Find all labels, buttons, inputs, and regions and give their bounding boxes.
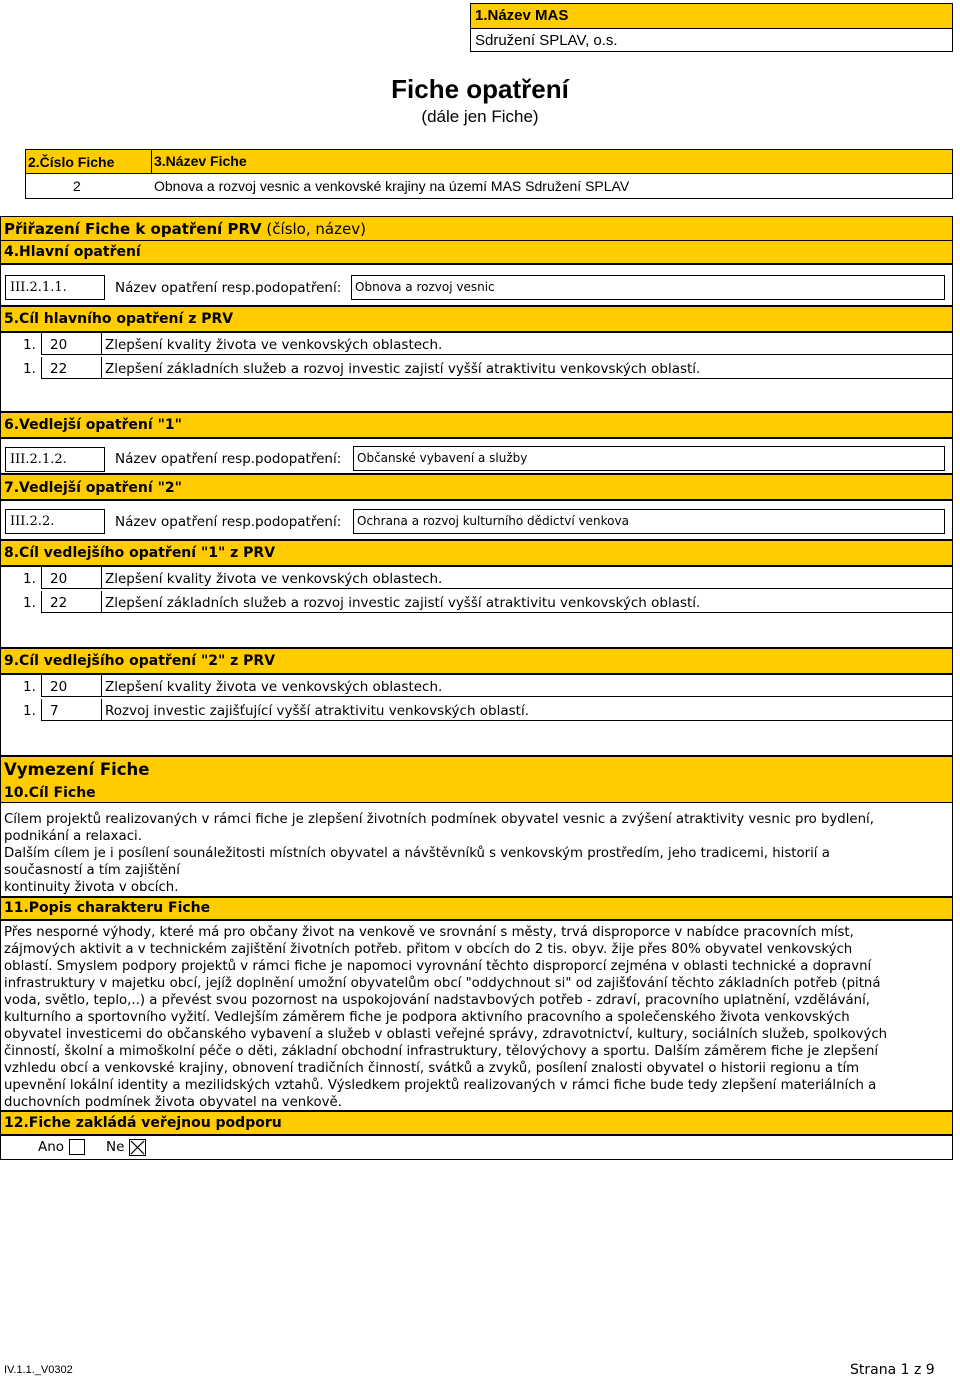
goal-text: Zlepšení základních služeb a rozvoj investic zajistí vyšší atraktivitu venkovských oblastí. <box>105 361 701 377</box>
goal-code: 7 <box>50 703 59 719</box>
goal-text: Zlepšení kvality života ve venkovských oblastech. <box>105 679 443 695</box>
goal-line: podnikání a relaxaci. <box>4 829 142 844</box>
secondary-goal1-label: 8.Cíl vedlejšího opatření "1" z PRV <box>4 545 276 561</box>
desc-line: infrastruktury v majetku obcí, jejíž doplnění umožní obyvatelům obcí "oddychnout si" od zajišťování těchto základních potřeb (pitná <box>4 976 881 991</box>
desc-line: obyvatel investicemi do občanského vybavení a služeb v oblasti veřejné správy, zdravotnictví, kultury, sociálních služeb, spolkových <box>4 1027 888 1042</box>
desc-line: zájmových aktivit a v technickém zajištění životních potřeb. přitom v obcích do 2 tis. obyv. žije přes 80% obyvatel venkovských <box>4 942 853 957</box>
fiche-number-label-cell <box>26 150 152 174</box>
desc-label-cell <box>0 897 953 920</box>
main-measure-row <box>0 264 953 306</box>
goal-line: Cílem projektů realizovaných v rámci fiche je zlepšení životních podmínek obyvatel vesnic a zvýšení atraktivity vesnic pro bydlení, <box>4 812 874 827</box>
secondary1-name: Občanské vybavení a služby <box>357 451 528 465</box>
secondary2-code-box <box>5 509 105 534</box>
main-measure-name: Obnova a rozvoj vesnic <box>355 280 495 294</box>
secondary1-code-box <box>5 447 105 472</box>
fiche-name: Obnova a rozvoj vesnic a venkovské krajiny na území MAS Sdružení SPLAV <box>154 178 630 194</box>
secondary1-name-label: Název opatření resp.podopatření: <box>115 451 342 467</box>
secondary-goal2-label: 9.Cíl vedlejšího opatření "2" z PRV <box>4 653 276 669</box>
main-goal-list <box>0 332 953 412</box>
goal-num: 1. <box>23 337 36 353</box>
goal-text-block <box>0 802 953 897</box>
secondary-goal1-label-cell <box>0 540 953 566</box>
goal-code: 20 <box>50 679 68 695</box>
desc-line: vzhledu obcí a venkovské krajiny, obnovení tradičních činností, svátků a zvyků, posílení znalosti obyvatel o historii regionu a tím <box>4 1061 860 1076</box>
secondary2-name-field <box>353 509 945 534</box>
desc-line: upevnění lokální identity a mezilidských vztahů. Výsledkem projektů realizovaných v rámci fiche bude tedy zlepšení materiálních a <box>4 1078 877 1093</box>
goal-text: Zlepšení kvality života ve venkovských oblastech. <box>105 571 443 587</box>
secondary2-code: III.2.2. <box>10 514 55 529</box>
main-goal-label-cell <box>0 306 953 332</box>
secondary1-name-field <box>353 446 945 471</box>
goal-code: 20 <box>50 337 68 353</box>
assignment-header <box>0 216 953 240</box>
secondary2-name: Ochrana a rozvoj kulturního dědictví venkova <box>357 514 629 528</box>
support-no-label: Ne <box>106 1139 125 1155</box>
goal-text: Zlepšení kvality života ve venkovských oblastech. <box>105 337 443 353</box>
mas-label: 1.Název MAS <box>475 7 569 24</box>
mas-value: Sdružení SPLAV, o.s. <box>475 32 618 49</box>
goal-code: 22 <box>50 595 68 611</box>
main-measure-name-label: Název opatření resp.podopatření: <box>115 280 342 296</box>
goal-num: 1. <box>23 595 36 611</box>
support-no-checkbox[interactable] <box>129 1139 146 1156</box>
main-measure-code-box <box>5 275 105 300</box>
secondary2-label-cell <box>0 474 953 500</box>
main-measure-label-cell <box>0 240 953 264</box>
mas-label-cell <box>470 3 953 29</box>
desc-line: činností, školní a mimoškolní péče o děti, základní obchodní infrastruktury, tělovýchovy a sportu. Dalším záměrem fiche je zlepšení <box>4 1044 879 1059</box>
secondary2-row <box>0 500 953 540</box>
main-measure-name-field <box>351 275 945 300</box>
empty-checkbox-icon <box>69 1139 85 1155</box>
goal-line: kontinuity života v obcích. <box>4 880 179 895</box>
page-subtitle: (dále jen Fiche) <box>421 107 539 126</box>
support-label: 12.Fiche zakládá veřejnou podporu <box>4 1115 282 1131</box>
footer-code: IV.1.1._V0302 <box>4 1364 73 1376</box>
goal-text: Zlepšení základních služeb a rozvoj investic zajistí vyšší atraktivitu venkovských oblastí. <box>105 595 701 611</box>
support-row <box>0 1135 953 1160</box>
secondary2-label: 7.Vedlejší opatření "2" <box>4 480 182 496</box>
goal-num: 1. <box>23 361 36 377</box>
mas-value-cell <box>470 28 953 52</box>
desc-line: Přes nesporné výhody, které má pro občany život na venkově ve srovnání s městy, trvá disproporce v nabídce pracovních míst, <box>4 925 854 940</box>
support-yes-checkbox[interactable] <box>69 1139 85 1155</box>
desc-line: kulturního a sportovního vyžití. Vedlejším záměrem fiche je podpora aktivního pracovního a společenského života venkovských <box>4 1010 850 1025</box>
checked-x-icon <box>129 1139 146 1156</box>
assignment-title-rest: (číslo, název) <box>261 220 366 238</box>
definition-title: Vymezení Fiche <box>4 760 150 779</box>
fiche-name-label-cell <box>152 150 952 174</box>
page-title: Fiche opatření <box>391 74 569 104</box>
main-measure-label: 4.Hlavní opatření <box>4 244 141 260</box>
secondary1-row <box>0 438 953 474</box>
secondary-goal1-list <box>0 566 953 648</box>
desc-line: duchovních podmínek života obyvatel na venkově. <box>4 1095 342 1110</box>
assignment-title-bold: Přiřazení Fiche k opatření PRV <box>4 220 262 238</box>
assignment-title <box>4 220 366 238</box>
footer-page: Strana 1 z 9 <box>850 1362 935 1378</box>
goal-line: Dalším cílem je i posílení sounáležitosti místních obyvatel a návštěvníků s venkovským prostředím, jeho tradicemi, historií a <box>4 846 830 861</box>
desc-line: oblastí. Smyslem podpory projektů v rámci fiche je napomoci vyrovnání těchto disproporcí zejména v oblasti technické a dopravní <box>4 959 872 974</box>
desc-line: voda, světlo, teplo,..) a převést svou pozornost na uspokojování nadstavbových potřeb - zdraví, pracovního uplatnění, vzdělávání, <box>4 993 871 1008</box>
support-label-cell <box>0 1111 953 1135</box>
fiche-header <box>25 149 953 199</box>
support-yes-label: Ano <box>38 1139 65 1155</box>
secondary1-label-cell <box>0 412 953 438</box>
fiche-number: 2 <box>73 178 81 194</box>
main-measure-code: III.2.1.1. <box>10 280 67 295</box>
secondary-goal2-list <box>0 674 953 756</box>
main-goal-label: 5.Cíl hlavního opatření z PRV <box>4 311 234 327</box>
goal-num: 1. <box>23 703 36 719</box>
fiche-number-label: 2.Číslo Fiche <box>28 154 115 170</box>
secondary2-name-label: Název opatření resp.podopatření: <box>115 514 342 530</box>
goal-line: současností a tím zajištění <box>4 863 180 878</box>
goal-code: 22 <box>50 361 68 377</box>
goal-label: 10.Cíl Fiche <box>4 785 96 801</box>
goal-text: Rozvoj investic zajišťující vyšší atraktivitu venkovských oblastí. <box>105 703 530 719</box>
goal-num: 1. <box>23 679 36 695</box>
desc-text-block <box>0 920 953 1111</box>
fiche-name-label: 3.Název Fiche <box>154 153 247 169</box>
secondary1-label: 6.Vedlejší opatření "1" <box>4 417 182 433</box>
goal-code: 20 <box>50 571 68 587</box>
goal-num: 1. <box>23 571 36 587</box>
desc-label: 11.Popis charakteru Fiche <box>4 900 211 916</box>
secondary-goal2-label-cell <box>0 648 953 674</box>
definition-header <box>0 756 953 802</box>
secondary1-code: III.2.1.2. <box>10 452 67 467</box>
